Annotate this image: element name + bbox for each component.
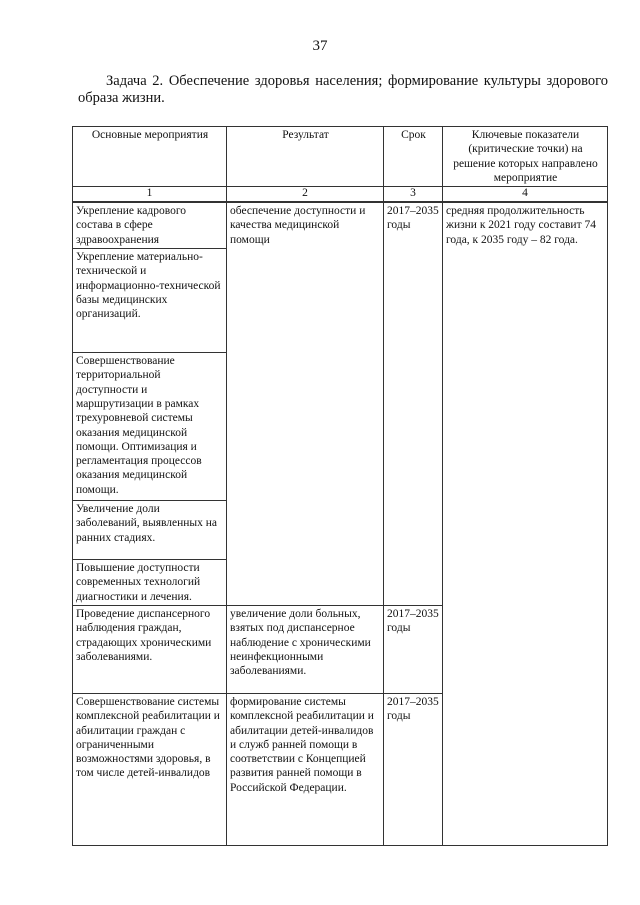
column-number: 3 [384,187,443,203]
activities-table [72,126,608,846]
activity-cell: Совершенствование территориальной доступности и маршрутизации в рамках трехуровневой системы оказания медицинской помощи. Оптимизация и регламентация процессов оказания медицинской помощи. [73,353,227,501]
indicators-cell: средняя продолжительность жизни к 2021 году составит 74 года, к 2035 году – 82 года. [443,202,608,845]
result-cell: обеспечение доступности и качества медицинской помощи [227,202,384,605]
term-cell: 2017–2035 годы [384,202,443,605]
column-number-row [73,187,608,203]
column-number: 4 [443,187,608,203]
task-heading: Задача 2. Обеспечение здоровья населения; формирование культуры здорового образа жизни. [78,73,608,106]
activity-cell: Увеличение доли заболеваний, выявленных на ранних стадиях. [73,501,227,560]
table-header-row [73,127,608,187]
result-cell: формирование системы комплексной реабилитации и абилитации детей-инвалидов и служб ранней помощи в соответствии с Концепцией развития ранней помощи в Российской Федерации. [227,693,384,845]
page-number: 37 [312,38,328,54]
table-row [73,202,608,248]
header-term: Срок [384,127,443,187]
activity-cell: Проведение диспансерного наблюдения граждан, страдающих хроническими заболеваниями. [73,605,227,693]
header-result: Результат [227,127,384,187]
term-cell: 2017–2035 годы [384,605,443,693]
activity-cell: Укрепление кадрового состава в сфере здравоохранения [73,202,227,248]
header-indicators: Ключевые показатели (критические точки) на решение которых направлено мероприятие [443,127,608,187]
activity-cell: Повышение доступности современных технологий диагностики и лечения. [73,560,227,606]
term-cell: 2017–2035 годы [384,693,443,845]
column-number: 1 [73,187,227,203]
activity-cell: Совершенствование системы комплексной реабилитации и абилитации граждан с ограниченными возможностями здоровья, в том числе детей-инвалидов [73,693,227,845]
result-cell: увеличение доли больных, взятых под диспансерное наблюдение с хроническими неинфекционными заболеваниями. [227,605,384,693]
header-activities: Основные мероприятия [73,127,227,187]
activity-cell: Укрепление материально-технической и информационно-технической базы медицинских организаций. [73,249,227,353]
column-number: 2 [227,187,384,203]
